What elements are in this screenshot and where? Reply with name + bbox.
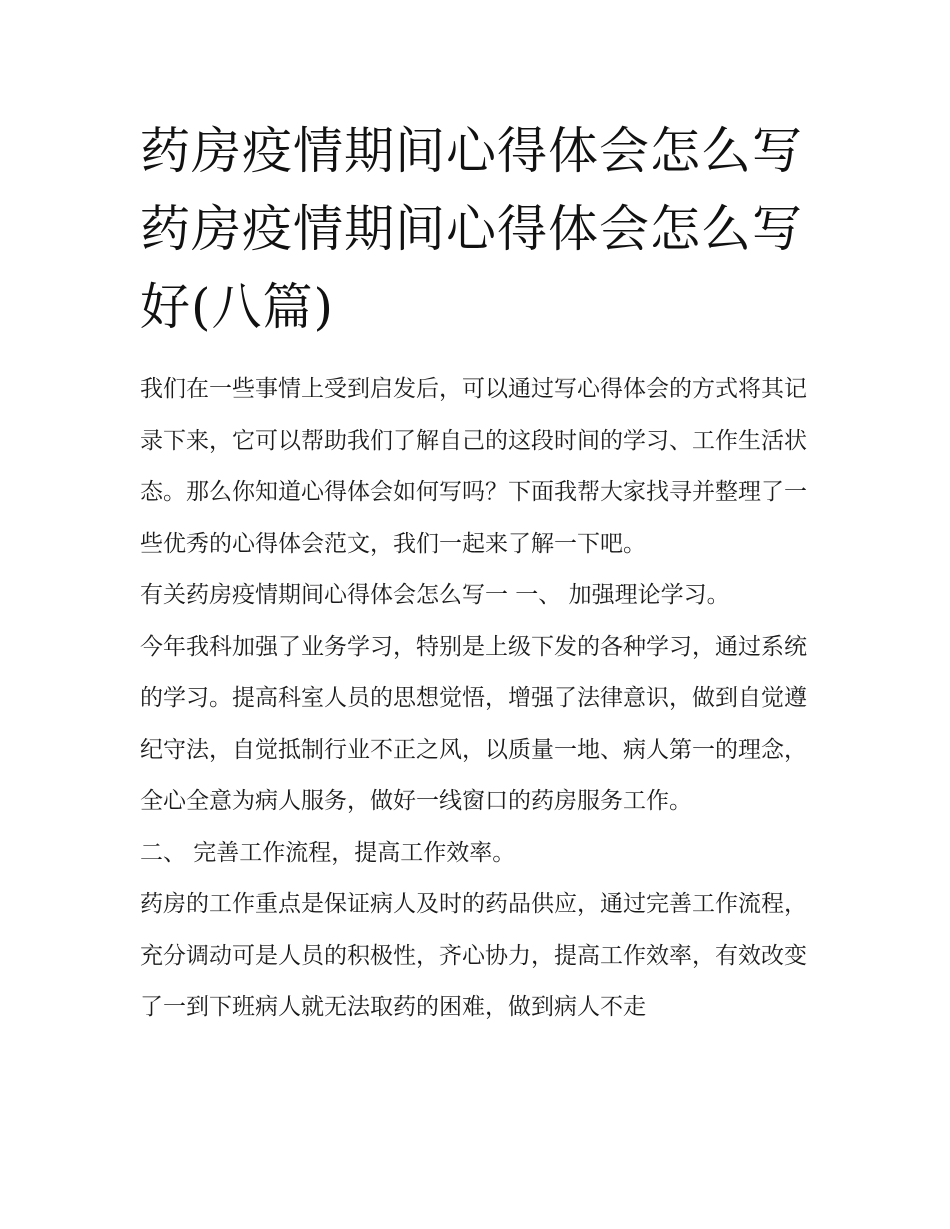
document-page xyxy=(140,112,820,1034)
intro-paragraph: 我们在一些事情上受到启发后，可以通过写心得体会的方式将其记录下来，它可以帮助我们了解自己的这段时间的学习、工作生活状态。那么你知道心得体会如何写吗？下面我帮大家找寻并整理了一些优秀的心得体会范文，我们一起来了解一下吧。 xyxy=(140,376,807,557)
body-paragraph-2: 药房的工作重点是保证病人及时的药品供应，通过完善工作流程，充分调动可是人员的积极性，齐心协力，提高工作效率，有效改变了一到下班病人就无法取药的困难，做到病人不走 xyxy=(140,891,807,1020)
body-paragraph-1: 今年我科加强了业务学习，特别是上级下发的各种学习，通过系统的学习。提高科室人员的思想觉悟，增强了法律意识，做到自觉遵纪守法，自觉抵制行业不正之风，以质量一地、病人第一的理念，全心全意为病人服务，做好一线窗口的药房服务工作。 xyxy=(140,633,807,814)
title-line-2: 药房疫情期间心得体会怎么写 xyxy=(140,200,803,258)
title-line-3: 好(八篇) xyxy=(140,278,335,336)
document-title xyxy=(140,112,820,346)
section-heading-1: 有关药房疫情期间心得体会怎么写一 一、 加强理论学习。 xyxy=(140,582,730,608)
title-line-1: 药房疫情期间心得体会怎么写 xyxy=(140,122,803,180)
section-heading-2: 二、 完善工作流程，提高工作效率。 xyxy=(140,839,516,866)
